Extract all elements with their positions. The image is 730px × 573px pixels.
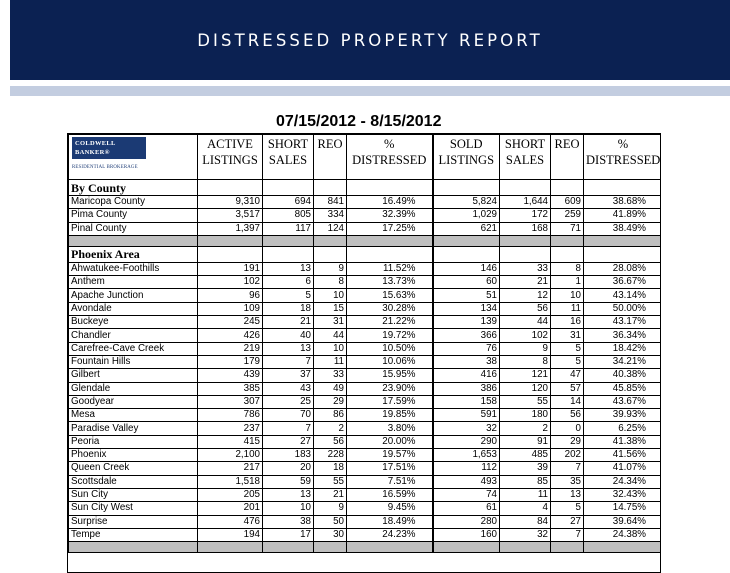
pct-distressed: 19.85% <box>347 409 433 422</box>
reo-count: 8 <box>314 276 347 289</box>
sold-reo-count: 259 <box>551 209 584 222</box>
area-name: Surprise <box>69 515 198 528</box>
sold-short-sales: 32 <box>500 528 551 541</box>
sold-listings: 60 <box>433 276 500 289</box>
pct-distressed: 19.57% <box>347 449 433 462</box>
area-name: Carefree-Cave Creek <box>69 342 198 355</box>
sold-listings: 158 <box>433 395 500 408</box>
active-listings: 194 <box>198 528 263 541</box>
area-name: Avondale <box>69 302 198 315</box>
sold-short-sales: 168 <box>500 222 551 235</box>
reo-count: 21 <box>314 488 347 501</box>
sold-reo-count: 1 <box>551 276 584 289</box>
reo-count: 334 <box>314 209 347 222</box>
distressed-property-table <box>68 134 661 553</box>
short-sales: 59 <box>263 475 314 488</box>
active-listings: 3,517 <box>198 209 263 222</box>
area-name: Anthem <box>69 276 198 289</box>
sold-short-sales: 55 <box>500 395 551 408</box>
active-listings: 245 <box>198 316 263 329</box>
sold-listings: 280 <box>433 515 500 528</box>
table-row <box>69 502 662 515</box>
table-row <box>69 329 662 342</box>
area-name: Pima County <box>69 209 198 222</box>
table-row <box>69 262 662 275</box>
sold-short-sales: 1,644 <box>500 196 551 209</box>
area-name: Sun City West <box>69 502 198 515</box>
sold-reo-count: 7 <box>551 462 584 475</box>
sold-pct-distressed: 40.38% <box>584 369 662 382</box>
sold-short-sales: 11 <box>500 488 551 501</box>
sold-reo-count: 5 <box>551 502 584 515</box>
sold-reo-count: 29 <box>551 435 584 448</box>
sold-listings: 416 <box>433 369 500 382</box>
sold-reo-count: 27 <box>551 515 584 528</box>
pct-distressed: 17.25% <box>347 222 433 235</box>
sold-listings: 591 <box>433 409 500 422</box>
pct-distressed: 17.51% <box>347 462 433 475</box>
report-banner <box>10 0 730 80</box>
short-sales: 6 <box>263 276 314 289</box>
table-row <box>69 342 662 355</box>
reo-count: 31 <box>314 316 347 329</box>
header-sold-short-sales: SHORT SALES <box>500 135 551 180</box>
coldwell-banker-logo <box>72 137 198 169</box>
area-name: Apache Junction <box>69 289 198 302</box>
sold-short-sales: 180 <box>500 409 551 422</box>
table-row <box>69 196 662 209</box>
reo-count: 10 <box>314 342 347 355</box>
reo-count: 30 <box>314 528 347 541</box>
pct-distressed: 18.49% <box>347 515 433 528</box>
banner-stripe <box>10 86 730 96</box>
pct-distressed: 15.63% <box>347 289 433 302</box>
pct-distressed: 7.51% <box>347 475 433 488</box>
short-sales: 694 <box>263 196 314 209</box>
table-row <box>69 355 662 368</box>
active-listings: 219 <box>198 342 263 355</box>
area-name: Maricopa County <box>69 196 198 209</box>
active-listings: 102 <box>198 276 263 289</box>
active-listings: 217 <box>198 462 263 475</box>
active-listings: 201 <box>198 502 263 515</box>
sold-listings: 134 <box>433 302 500 315</box>
active-listings: 179 <box>198 355 263 368</box>
active-listings: 9,310 <box>198 196 263 209</box>
reo-count: 10 <box>314 289 347 302</box>
report-title: DISTRESSED PROPERTY REPORT <box>197 31 543 50</box>
sold-pct-distressed: 43.17% <box>584 316 662 329</box>
sold-reo-count: 0 <box>551 422 584 435</box>
area-name: Fountain Hills <box>69 355 198 368</box>
sold-listings: 160 <box>433 528 500 541</box>
sold-pct-distressed: 36.34% <box>584 329 662 342</box>
pct-distressed: 30.28% <box>347 302 433 315</box>
section-header-row <box>69 246 662 262</box>
section-title: Phoenix Area <box>69 246 198 262</box>
sold-short-sales: 8 <box>500 355 551 368</box>
area-name: Chandler <box>69 329 198 342</box>
sold-listings: 32 <box>433 422 500 435</box>
sold-short-sales: 102 <box>500 329 551 342</box>
sold-short-sales: 21 <box>500 276 551 289</box>
table-row <box>69 289 662 302</box>
active-listings: 205 <box>198 488 263 501</box>
short-sales: 17 <box>263 528 314 541</box>
sold-listings: 74 <box>433 488 500 501</box>
reo-count: 55 <box>314 475 347 488</box>
sold-pct-distressed: 18.42% <box>584 342 662 355</box>
separator-row <box>69 235 662 246</box>
sold-listings: 51 <box>433 289 500 302</box>
sold-reo-count: 5 <box>551 355 584 368</box>
sold-listings: 366 <box>433 329 500 342</box>
pct-distressed: 32.39% <box>347 209 433 222</box>
reo-count: 15 <box>314 302 347 315</box>
pct-distressed: 20.00% <box>347 435 433 448</box>
short-sales: 10 <box>263 502 314 515</box>
header-reo: REO <box>314 135 347 180</box>
sold-reo-count: 56 <box>551 409 584 422</box>
sold-short-sales: 84 <box>500 515 551 528</box>
header-sold-pct-distressed: % DISTRESSED <box>584 135 662 180</box>
sold-listings: 5,824 <box>433 196 500 209</box>
sold-reo-count: 609 <box>551 196 584 209</box>
short-sales: 70 <box>263 409 314 422</box>
logo-box <box>72 137 146 159</box>
logo-line1: COLDWELL <box>75 140 116 147</box>
short-sales: 117 <box>263 222 314 235</box>
table-row <box>69 302 662 315</box>
active-listings: 786 <box>198 409 263 422</box>
sold-pct-distressed: 41.07% <box>584 462 662 475</box>
short-sales: 40 <box>263 329 314 342</box>
reo-count: 49 <box>314 382 347 395</box>
short-sales: 18 <box>263 302 314 315</box>
sold-pct-distressed: 43.14% <box>584 289 662 302</box>
sold-listings: 1,653 <box>433 449 500 462</box>
table-row <box>69 395 662 408</box>
active-listings: 1,518 <box>198 475 263 488</box>
table-row <box>69 222 662 235</box>
area-name: Mesa <box>69 409 198 422</box>
sold-short-sales: 91 <box>500 435 551 448</box>
sold-reo-count: 71 <box>551 222 584 235</box>
sold-short-sales: 121 <box>500 369 551 382</box>
pct-distressed: 15.95% <box>347 369 433 382</box>
sold-listings: 1,029 <box>433 209 500 222</box>
sold-short-sales: 4 <box>500 502 551 515</box>
header-row <box>69 135 662 180</box>
sold-pct-distressed: 41.56% <box>584 449 662 462</box>
logo-cell <box>69 135 198 180</box>
sold-pct-distressed: 38.49% <box>584 222 662 235</box>
table-row <box>69 449 662 462</box>
pct-distressed: 19.72% <box>347 329 433 342</box>
sold-pct-distressed: 14.75% <box>584 502 662 515</box>
sold-pct-distressed: 43.67% <box>584 395 662 408</box>
sold-pct-distressed: 39.64% <box>584 515 662 528</box>
short-sales: 43 <box>263 382 314 395</box>
reo-count: 50 <box>314 515 347 528</box>
sold-short-sales: 120 <box>500 382 551 395</box>
sold-reo-count: 35 <box>551 475 584 488</box>
reo-count: 228 <box>314 449 347 462</box>
area-name: Ahwatukee-Foothills <box>69 262 198 275</box>
header-sold-listings: SOLD LISTINGS <box>433 135 500 180</box>
reo-count: 841 <box>314 196 347 209</box>
short-sales: 27 <box>263 435 314 448</box>
short-sales: 13 <box>263 342 314 355</box>
short-sales: 38 <box>263 515 314 528</box>
sold-reo-count: 47 <box>551 369 584 382</box>
sold-short-sales: 56 <box>500 302 551 315</box>
header-sold-reo: REO <box>551 135 584 180</box>
short-sales: 7 <box>263 422 314 435</box>
active-listings: 385 <box>198 382 263 395</box>
short-sales: 183 <box>263 449 314 462</box>
sold-pct-distressed: 38.68% <box>584 196 662 209</box>
section-title: By County <box>69 180 198 196</box>
sold-short-sales: 44 <box>500 316 551 329</box>
table-row <box>69 409 662 422</box>
reo-count: 29 <box>314 395 347 408</box>
reo-count: 56 <box>314 435 347 448</box>
pct-distressed: 16.59% <box>347 488 433 501</box>
active-listings: 1,397 <box>198 222 263 235</box>
logo-subtitle: RESIDENTIAL BROKERAGE <box>72 165 138 170</box>
active-listings: 439 <box>198 369 263 382</box>
table-row <box>69 435 662 448</box>
area-name: Scottsdale <box>69 475 198 488</box>
pct-distressed: 16.49% <box>347 196 433 209</box>
short-sales: 37 <box>263 369 314 382</box>
sold-reo-count: 7 <box>551 528 584 541</box>
sold-listings: 112 <box>433 462 500 475</box>
reo-count: 9 <box>314 262 347 275</box>
sold-listings: 139 <box>433 316 500 329</box>
sold-pct-distressed: 50.00% <box>584 302 662 315</box>
sold-listings: 61 <box>433 502 500 515</box>
sold-listings: 38 <box>433 355 500 368</box>
active-listings: 476 <box>198 515 263 528</box>
sold-reo-count: 13 <box>551 488 584 501</box>
reo-count: 124 <box>314 222 347 235</box>
area-name: Phoenix <box>69 449 198 462</box>
sold-short-sales: 9 <box>500 342 551 355</box>
active-listings: 307 <box>198 395 263 408</box>
sold-pct-distressed: 28.08% <box>584 262 662 275</box>
sold-reo-count: 5 <box>551 342 584 355</box>
area-name: Queen Creek <box>69 462 198 475</box>
short-sales: 25 <box>263 395 314 408</box>
sold-pct-distressed: 24.34% <box>584 475 662 488</box>
sold-listings: 493 <box>433 475 500 488</box>
sold-pct-distressed: 36.67% <box>584 276 662 289</box>
active-listings: 426 <box>198 329 263 342</box>
active-listings: 237 <box>198 422 263 435</box>
sold-short-sales: 485 <box>500 449 551 462</box>
pct-distressed: 9.45% <box>347 502 433 515</box>
short-sales: 20 <box>263 462 314 475</box>
short-sales: 13 <box>263 262 314 275</box>
reo-count: 33 <box>314 369 347 382</box>
pct-distressed: 23.90% <box>347 382 433 395</box>
header-pct-distressed: % DISTRESSED <box>347 135 433 180</box>
active-listings: 109 <box>198 302 263 315</box>
sold-reo-count: 16 <box>551 316 584 329</box>
sold-short-sales: 39 <box>500 462 551 475</box>
active-listings: 415 <box>198 435 263 448</box>
sold-pct-distressed: 45.85% <box>584 382 662 395</box>
pct-distressed: 17.59% <box>347 395 433 408</box>
sold-listings: 76 <box>433 342 500 355</box>
pct-distressed: 21.22% <box>347 316 433 329</box>
sold-reo-count: 8 <box>551 262 584 275</box>
section-header-row <box>69 180 662 196</box>
sold-reo-count: 31 <box>551 329 584 342</box>
reo-count: 9 <box>314 502 347 515</box>
sold-pct-distressed: 6.25% <box>584 422 662 435</box>
table-row <box>69 369 662 382</box>
pct-distressed: 10.50% <box>347 342 433 355</box>
table-row <box>69 515 662 528</box>
pct-distressed: 3.80% <box>347 422 433 435</box>
sold-pct-distressed: 32.43% <box>584 488 662 501</box>
short-sales: 5 <box>263 289 314 302</box>
sold-short-sales: 12 <box>500 289 551 302</box>
sold-listings: 290 <box>433 435 500 448</box>
table-row <box>69 316 662 329</box>
table-row <box>69 462 662 475</box>
sold-short-sales: 85 <box>500 475 551 488</box>
sold-short-sales: 2 <box>500 422 551 435</box>
date-range: 07/15/2012 - 8/15/2012 <box>276 113 442 130</box>
reo-count: 2 <box>314 422 347 435</box>
reo-count: 44 <box>314 329 347 342</box>
table-row <box>69 276 662 289</box>
pct-distressed: 11.52% <box>347 262 433 275</box>
sold-listings: 621 <box>433 222 500 235</box>
pct-distressed: 10.06% <box>347 355 433 368</box>
area-name: Pinal County <box>69 222 198 235</box>
header-short-sales: SHORT SALES <box>263 135 314 180</box>
sold-pct-distressed: 39.93% <box>584 409 662 422</box>
table-row <box>69 475 662 488</box>
sold-reo-count: 11 <box>551 302 584 315</box>
short-sales: 805 <box>263 209 314 222</box>
short-sales: 13 <box>263 488 314 501</box>
sold-short-sales: 172 <box>500 209 551 222</box>
short-sales: 7 <box>263 355 314 368</box>
logo-line2: BANKER® <box>75 149 110 156</box>
area-name: Buckeye <box>69 316 198 329</box>
sold-pct-distressed: 41.38% <box>584 435 662 448</box>
header-active-listings: ACTIVE LISTINGS <box>198 135 263 180</box>
short-sales: 21 <box>263 316 314 329</box>
table-row <box>69 422 662 435</box>
area-name: Tempe <box>69 528 198 541</box>
sold-pct-distressed: 24.38% <box>584 528 662 541</box>
sold-reo-count: 57 <box>551 382 584 395</box>
report-table-container <box>67 133 661 573</box>
active-listings: 96 <box>198 289 263 302</box>
table-row <box>69 528 662 541</box>
sold-pct-distressed: 34.21% <box>584 355 662 368</box>
active-listings: 191 <box>198 262 263 275</box>
area-name: Gilbert <box>69 369 198 382</box>
table-row <box>69 488 662 501</box>
table-row <box>69 209 662 222</box>
area-name: Sun City <box>69 488 198 501</box>
area-name: Peoria <box>69 435 198 448</box>
pct-distressed: 24.23% <box>347 528 433 541</box>
reo-count: 18 <box>314 462 347 475</box>
sold-reo-count: 202 <box>551 449 584 462</box>
table-row <box>69 382 662 395</box>
sold-short-sales: 33 <box>500 262 551 275</box>
sold-listings: 146 <box>433 262 500 275</box>
reo-count: 86 <box>314 409 347 422</box>
separator-row <box>69 542 662 553</box>
active-listings: 2,100 <box>198 449 263 462</box>
sold-listings: 386 <box>433 382 500 395</box>
area-name: Glendale <box>69 382 198 395</box>
pct-distressed: 13.73% <box>347 276 433 289</box>
sold-pct-distressed: 41.89% <box>584 209 662 222</box>
area-name: Goodyear <box>69 395 198 408</box>
sold-reo-count: 14 <box>551 395 584 408</box>
area-name: Paradise Valley <box>69 422 198 435</box>
reo-count: 11 <box>314 355 347 368</box>
sold-reo-count: 10 <box>551 289 584 302</box>
